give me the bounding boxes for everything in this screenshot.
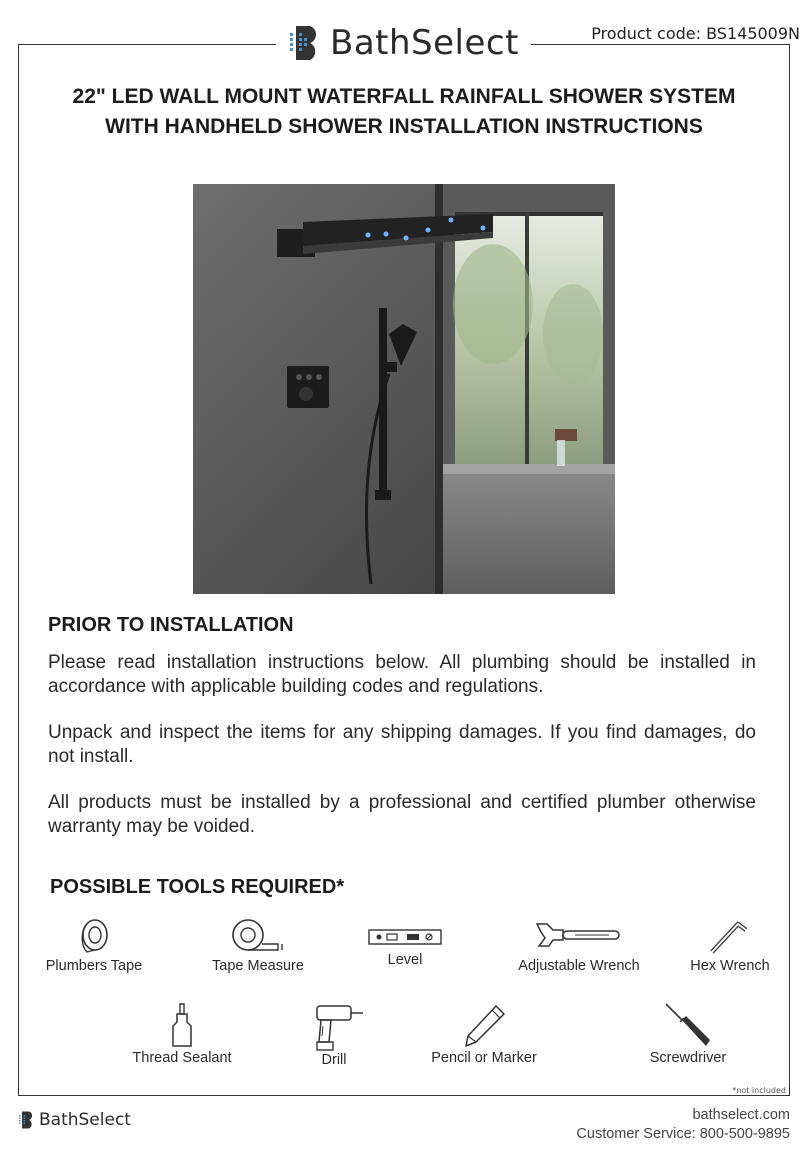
website-link[interactable]: bathselect.com	[692, 1107, 790, 1123]
customer-service: Customer Service: 800-500-9895	[576, 1126, 790, 1142]
tools-heading: POSSIBLE TOOLS REQUIRED*	[50, 876, 345, 898]
tool-hex-wrench	[676, 916, 784, 974]
brand-name: BathSelect	[330, 23, 519, 63]
tool-thread-sealant	[124, 1002, 240, 1066]
tool-label: Hex Wrench	[690, 958, 770, 974]
product-code: Product code: BS145009N	[583, 24, 804, 43]
tool-drill	[298, 1002, 370, 1068]
bathselect-logo-icon	[288, 24, 324, 62]
tool-label: Level	[387, 952, 423, 968]
prior-paragraph-1: Please read installation instructions below. All plumbing should be installed in accordance with applicable building codes and regulations.	[48, 652, 756, 697]
title-line-2: WITH HANDHELD SHOWER INSTALLATION INSTRUCTIONS	[105, 115, 703, 138]
tool-tape-measure	[196, 916, 320, 974]
contact-info	[576, 1106, 790, 1144]
tool-plumbers-tape	[34, 916, 154, 974]
tool-adjustable-wrench	[505, 916, 653, 974]
footer-brand-name: BathSelect	[39, 1110, 131, 1130]
tool-level	[355, 922, 455, 968]
tool-pencil	[420, 1002, 548, 1066]
level-icon	[365, 922, 445, 952]
screwdriver-icon	[660, 1000, 716, 1050]
tool-label: Adjustable Wrench	[518, 958, 640, 974]
title-line-1: 22" LED WALL MOUNT WATERFALL RAINFALL SHOWER SYSTEM	[72, 85, 736, 108]
thread-sealant-icon	[167, 1002, 197, 1050]
hex-wrench-icon	[704, 916, 756, 958]
prior-paragraph-3: All products must be installed by a professional and certified plumber otherwise warranty may be voided.	[48, 792, 756, 837]
tool-label: Drill	[321, 1052, 347, 1068]
drill-icon	[301, 1002, 367, 1052]
prior-paragraph-2: Unpack and inspect the items for any shipping damages. If you find damages, do not install.	[48, 722, 756, 767]
tool-label: Plumbers Tape	[45, 958, 143, 974]
plumbers-tape-icon	[69, 916, 119, 958]
bathselect-logo-icon	[18, 1110, 36, 1130]
prior-heading: PRIOR TO INSTALLATION	[48, 614, 294, 636]
tool-label: Screwdriver	[649, 1050, 727, 1066]
brand-logo-footer	[18, 1110, 131, 1130]
adjustable-wrench-icon	[531, 916, 627, 958]
tool-label: Tape Measure	[212, 958, 304, 974]
brand-logo-header	[276, 18, 531, 68]
tool-screwdriver	[636, 1000, 740, 1066]
page-title	[0, 82, 808, 142]
not-included-note: *not included	[732, 1086, 786, 1095]
tool-label: Pencil or Marker	[431, 1050, 537, 1066]
tape-measure-icon	[226, 916, 290, 958]
tool-label: Thread Sealant	[132, 1050, 232, 1066]
pencil-icon	[460, 1002, 508, 1050]
product-photo	[193, 184, 615, 594]
